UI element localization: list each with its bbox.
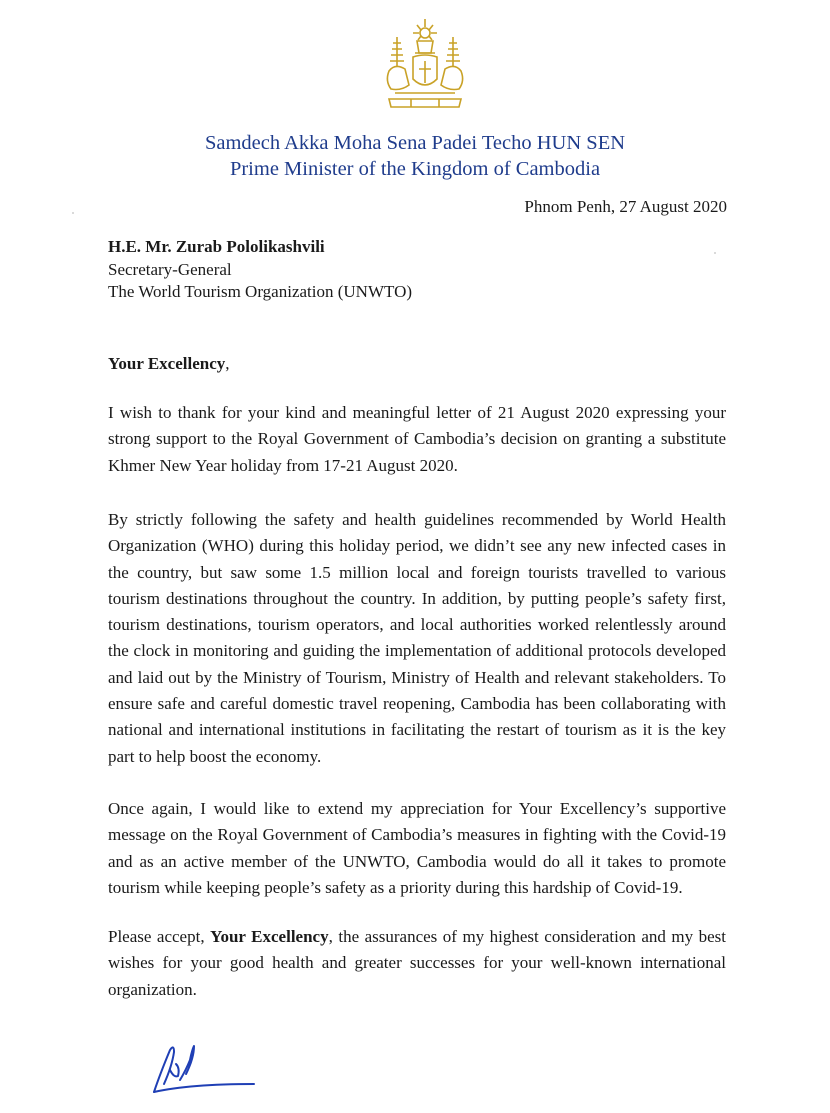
body-paragraph-appreciation: Once again, I would like to extend my appreciation for Your Excellency’s supportive message on the Royal Government of Cambodia’s measures in fighting with the Covid-19 and as an active member of the UNWTO, Cambodia would do all it takes to promote tourism while keeping people’s safety as a priority during this hardship of Covid-19. <box>108 799 726 897</box>
recipient-name: H.E. Mr. Zurab Pololikashvili <box>108 237 325 256</box>
salutation <box>108 354 230 374</box>
scan-speck <box>72 212 74 214</box>
salutation-comma: , <box>225 354 230 373</box>
body-paragraph-thanks: I wish to thank for your kind and meaningful letter of 21 August 2020 expressing your strong support to the Royal Government of Cambodia’s decision on granting a substitute Khmer New Year holiday from 17-21 August 2020. <box>108 403 726 475</box>
signature-icon <box>150 1040 260 1100</box>
closing-prefix: Please accept, <box>108 927 211 946</box>
closing-suffix: , the assurances of my highest consideration and my best wishes for your good health and greater successes for your well-known international organization. <box>108 927 726 999</box>
scan-speck <box>714 252 716 254</box>
sender-name-heading: Samdech Akka Moha Sena Padei Techo HUN SEN <box>204 132 626 154</box>
body-paragraph-guidelines: By strictly following the safety and health guidelines recommended by World Health Organization (WHO) during this holiday period, we didn’t see any new infected cases in the country, but saw some 1.5 million local and foreign tourists travelled to various tourism destinations throughout the country. In addition, by putting people’s safety first, tourism destinations, tourism operators, and local authorities worked relentlessly around the clock in monitoring and guiding the implementation of additional protocols developed and laid out by the Ministry of Tourism, Ministry of Health and relevant stakeholders. To ensure safe and careful domestic travel reopening, Cambodia has been collaborating with national and international institutions in facilitating the restart of tourism as it is the key part to help boost the economy. <box>108 510 726 766</box>
recipient-title: Secretary-General <box>108 260 232 279</box>
sender-title-heading: Prime Minister of the Kingdom of Cambodia <box>229 158 601 180</box>
closing-paragraph <box>108 924 726 1003</box>
royal-crest-icon <box>375 5 475 117</box>
closing-bold: Your Excellency <box>210 927 329 946</box>
place-and-date: Phnom Penh, 27 August 2020 <box>524 197 727 216</box>
recipient-organization: The World Tourism Organization (UNWTO) <box>108 282 413 301</box>
salutation-text: Your Excellency <box>108 354 226 373</box>
